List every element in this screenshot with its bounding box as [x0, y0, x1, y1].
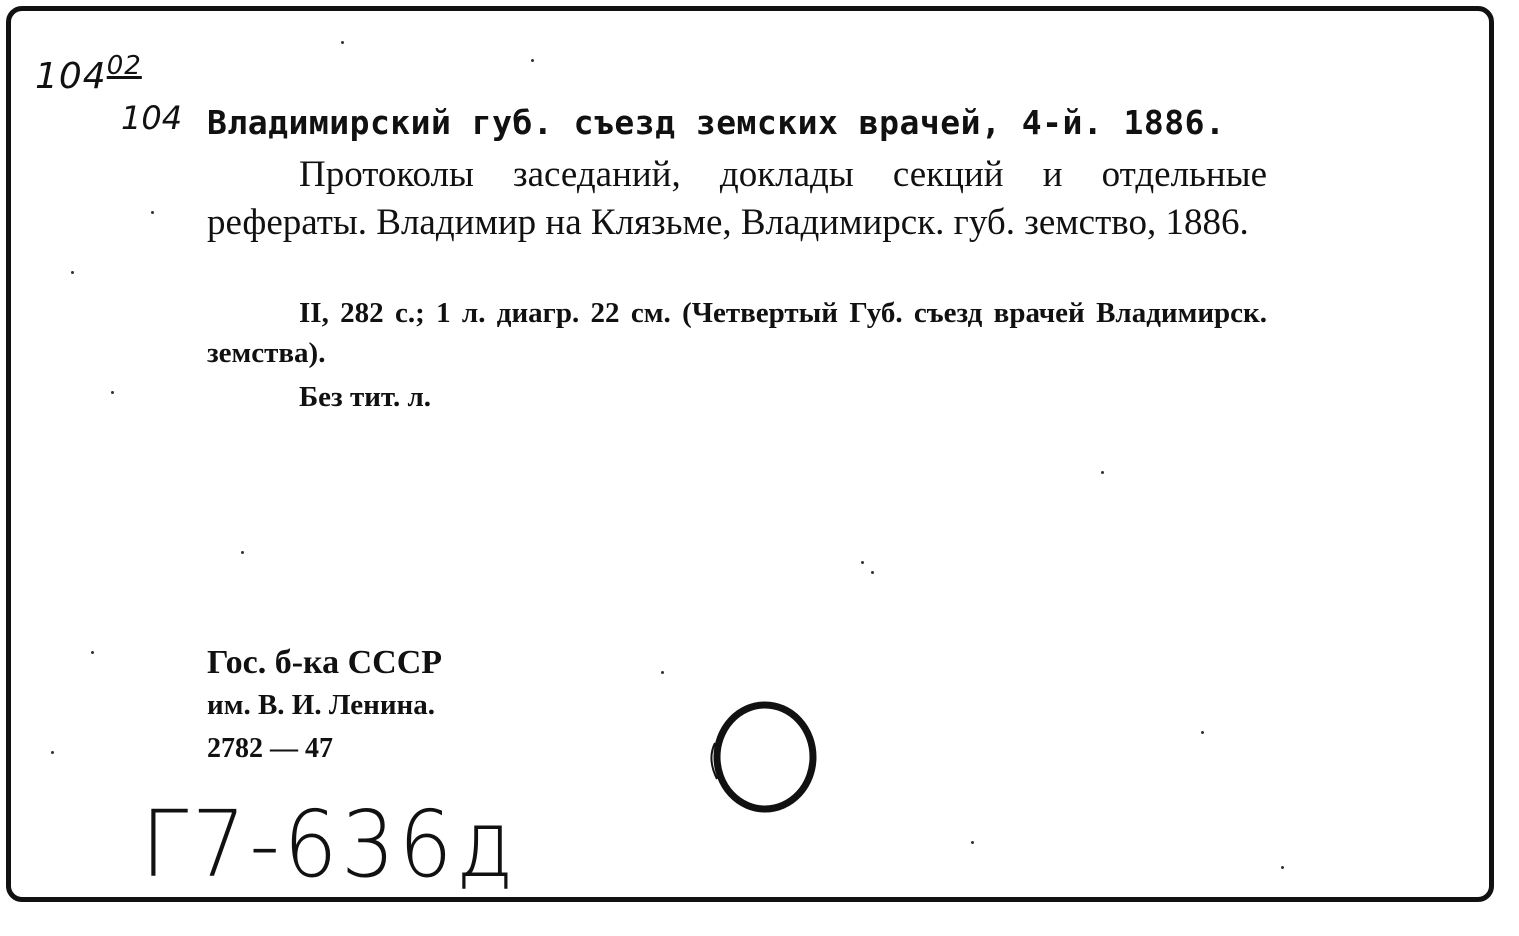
imprint-line-2: им. В. И. Ленина. — [207, 689, 436, 721]
speck-mark — [871, 571, 874, 574]
shelf-mark-second: 104 — [121, 99, 183, 137]
card-heading: Владимирский губ. съезд земских врачей, 4-й. 1886. — [207, 103, 1226, 142]
shelf-mark-top-sup: 02 — [106, 51, 142, 81]
speck-mark — [661, 671, 664, 674]
speck-mark — [91, 651, 94, 654]
speck-mark — [241, 551, 244, 554]
speck-mark — [341, 41, 344, 44]
speck-mark — [1281, 866, 1284, 869]
speck-mark — [531, 59, 534, 62]
speck-mark — [861, 561, 864, 564]
handwritten-call-number: Г7-636д — [141, 791, 518, 898]
imprint-line-3: 2782 — 47 — [207, 733, 333, 764]
speck-mark — [111, 391, 114, 394]
speck-mark — [71, 271, 74, 274]
speck-mark — [1201, 731, 1204, 734]
imprint-line-1: Гос. б-ка СССР — [207, 644, 443, 681]
note-line: Без тит. л. — [299, 381, 431, 413]
speck-mark — [971, 841, 974, 844]
library-imprint — [207, 641, 442, 770]
shelf-mark-top — [35, 51, 142, 97]
catalog-card — [6, 6, 1494, 902]
speck-mark — [51, 751, 54, 754]
speck-mark — [1101, 471, 1104, 474]
shelf-mark-top-main: 104 — [35, 56, 107, 97]
punch-hole-circle-icon — [699, 697, 829, 817]
title-paragraph: Протоколы заседаний, доклады секций и отдельные рефераты. Владимир на Клязьме, Владимирск. губ. земство, 1886. — [207, 154, 1267, 243]
speck-mark — [151, 211, 154, 214]
collation-paragraph: II, 282 с.; 1 л. диагр. 22 см. (Четвертый Губ. съезд врачей Владимирск. земства). — [207, 297, 1267, 369]
